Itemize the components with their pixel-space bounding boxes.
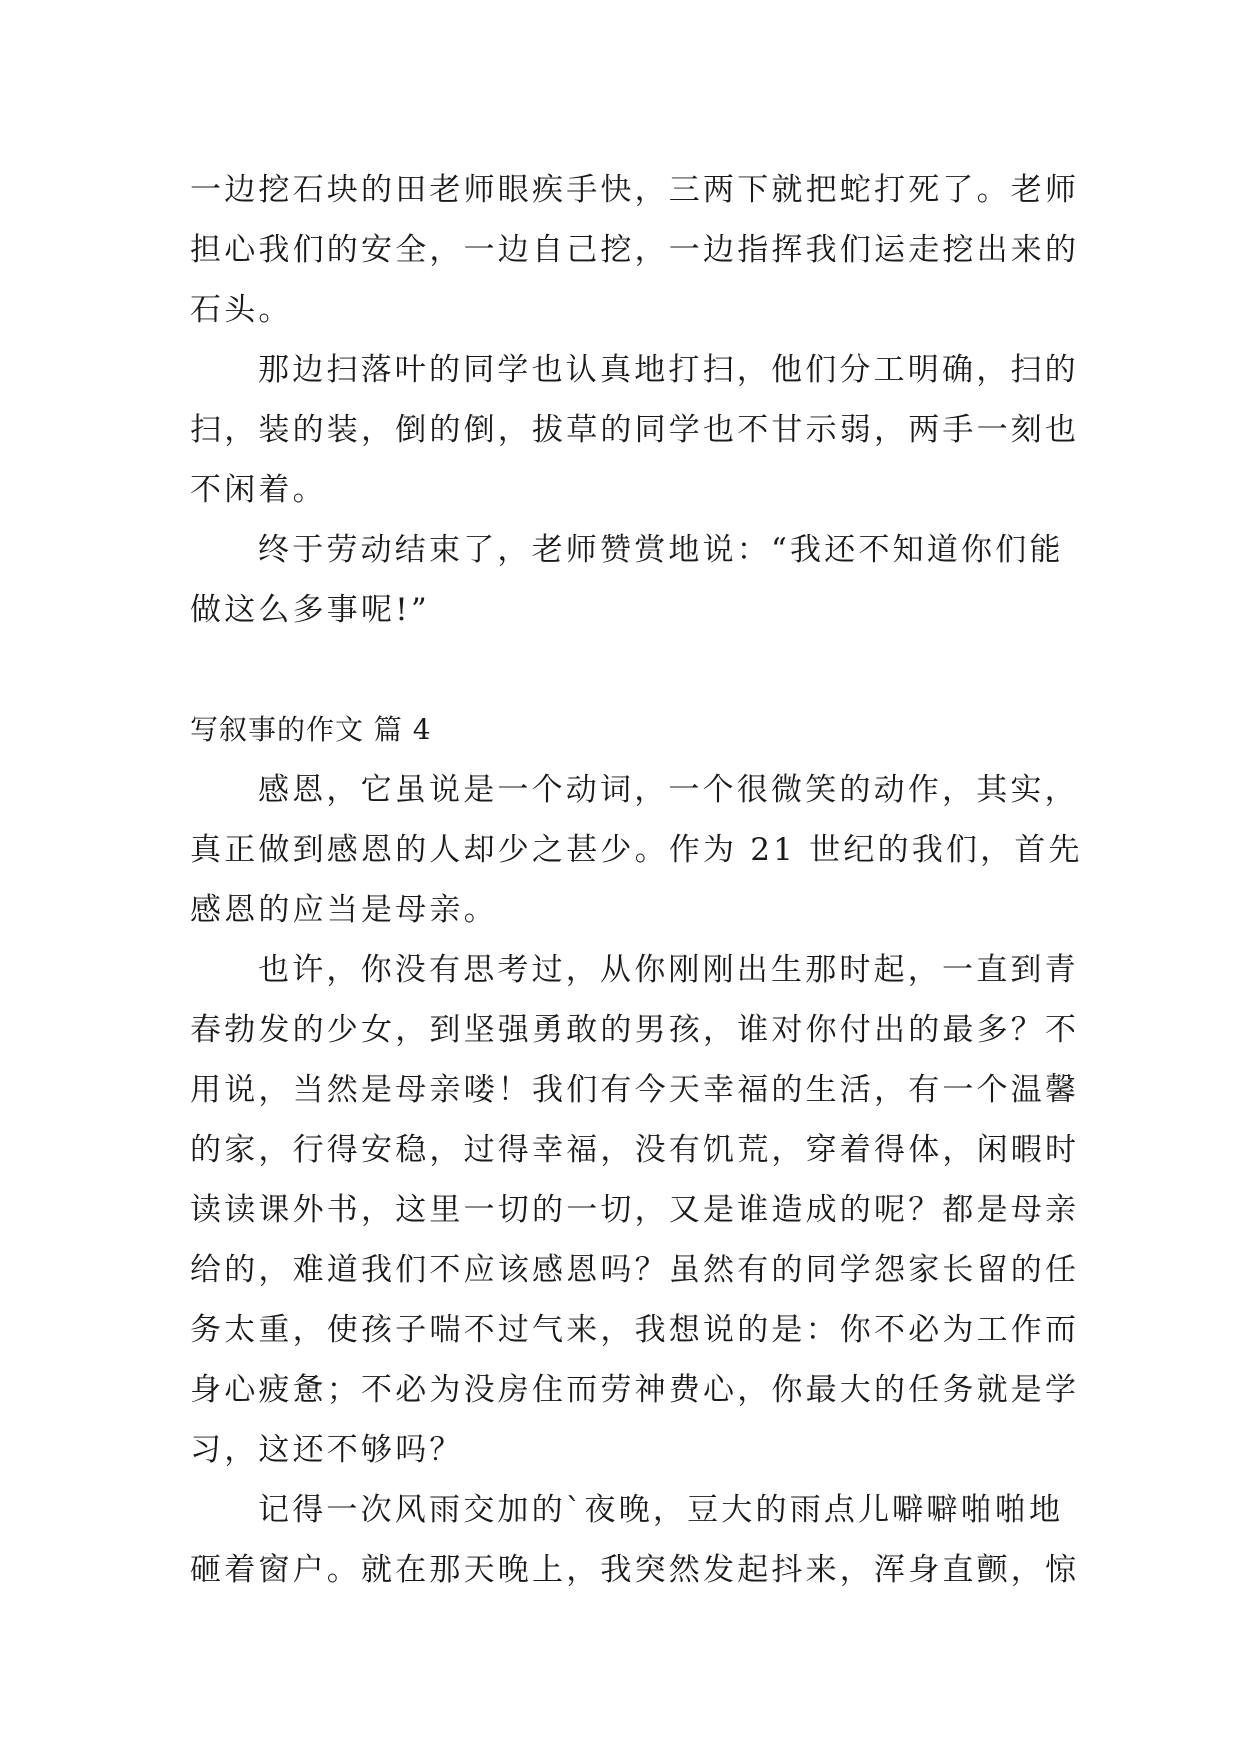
paragraph	[190, 940, 1080, 1480]
text-line: 用说，当然是母亲喽！我们有今天幸福的生活，有一个温馨	[190, 1072, 1080, 1108]
text-line: 习，这还不够吗？	[190, 1432, 464, 1468]
text-line: 担心我们的安全，一边自己挖，一边指挥我们运走挖出来的	[190, 232, 1080, 268]
paragraph	[190, 1480, 1080, 1600]
paragraph-continuation	[190, 160, 1080, 340]
section-heading: 写叙事的作文 篇 4	[190, 713, 432, 746]
text-line: 感恩的应当是母亲。	[190, 892, 498, 928]
paragraph	[190, 760, 1083, 940]
section-spacer	[190, 640, 1060, 700]
text-line: 一边挖石块的田老师眼疾手快，三两下就把蛇打死了。老师	[190, 172, 1080, 208]
text-line: 给的，难道我们不应该感恩吗？虽然有的同学怨家长留的任	[190, 1252, 1080, 1288]
text-line: 那边扫落叶的同学也认真地打扫，他们分工明确，扫的	[258, 352, 1079, 388]
text-line: 身心疲惫；不必为没房住而劳神费心，你最大的任务就是学	[190, 1372, 1080, 1408]
text-line: 春勃发的少女，到坚强勇敢的男孩，谁对你付出的最多？不	[190, 1012, 1080, 1048]
text-line: 砸着窗户。就在那天晚上，我突然发起抖来，浑身直颤，惊	[190, 1552, 1080, 1588]
text-line: 读读课外书，这里一切的一切，又是谁造成的呢？都是母亲	[190, 1192, 1080, 1228]
text-line: 感恩，它虽说是一个动词，一个很微笑的动作，其实，	[258, 772, 1079, 808]
text-line: 务太重，使孩子喘不过气来，我想说的是：你不必为工作而	[190, 1312, 1080, 1348]
text-line: 真正做到感恩的人却少之甚少。作为 21 世纪的我们，首先	[190, 832, 1083, 868]
text-line: 记得一次风雨交加的`夜晚，豆大的雨点儿噼噼啪啪地	[258, 1492, 1064, 1528]
document-body	[190, 160, 1083, 1600]
text-line: 扫，装的装，倒的倒，拔草的同学也不甘示弱，两手一刻也	[190, 412, 1080, 448]
text-line: 的家，行得安稳，过得幸福，没有饥荒，穿着得体，闲暇时	[190, 1132, 1080, 1168]
text-line: 不闲着。	[190, 472, 327, 508]
text-line: 终于劳动结束了，老师赞赏地说：“我还不知道你们能	[258, 532, 1064, 568]
text-line: 做这么多事呢!”	[190, 592, 430, 628]
text-line: 也许，你没有思考过，从你刚刚出生那时起，一直到青	[258, 952, 1079, 988]
text-line: 石头。	[190, 292, 293, 328]
paragraph	[190, 340, 1080, 520]
paragraph	[190, 520, 1064, 640]
